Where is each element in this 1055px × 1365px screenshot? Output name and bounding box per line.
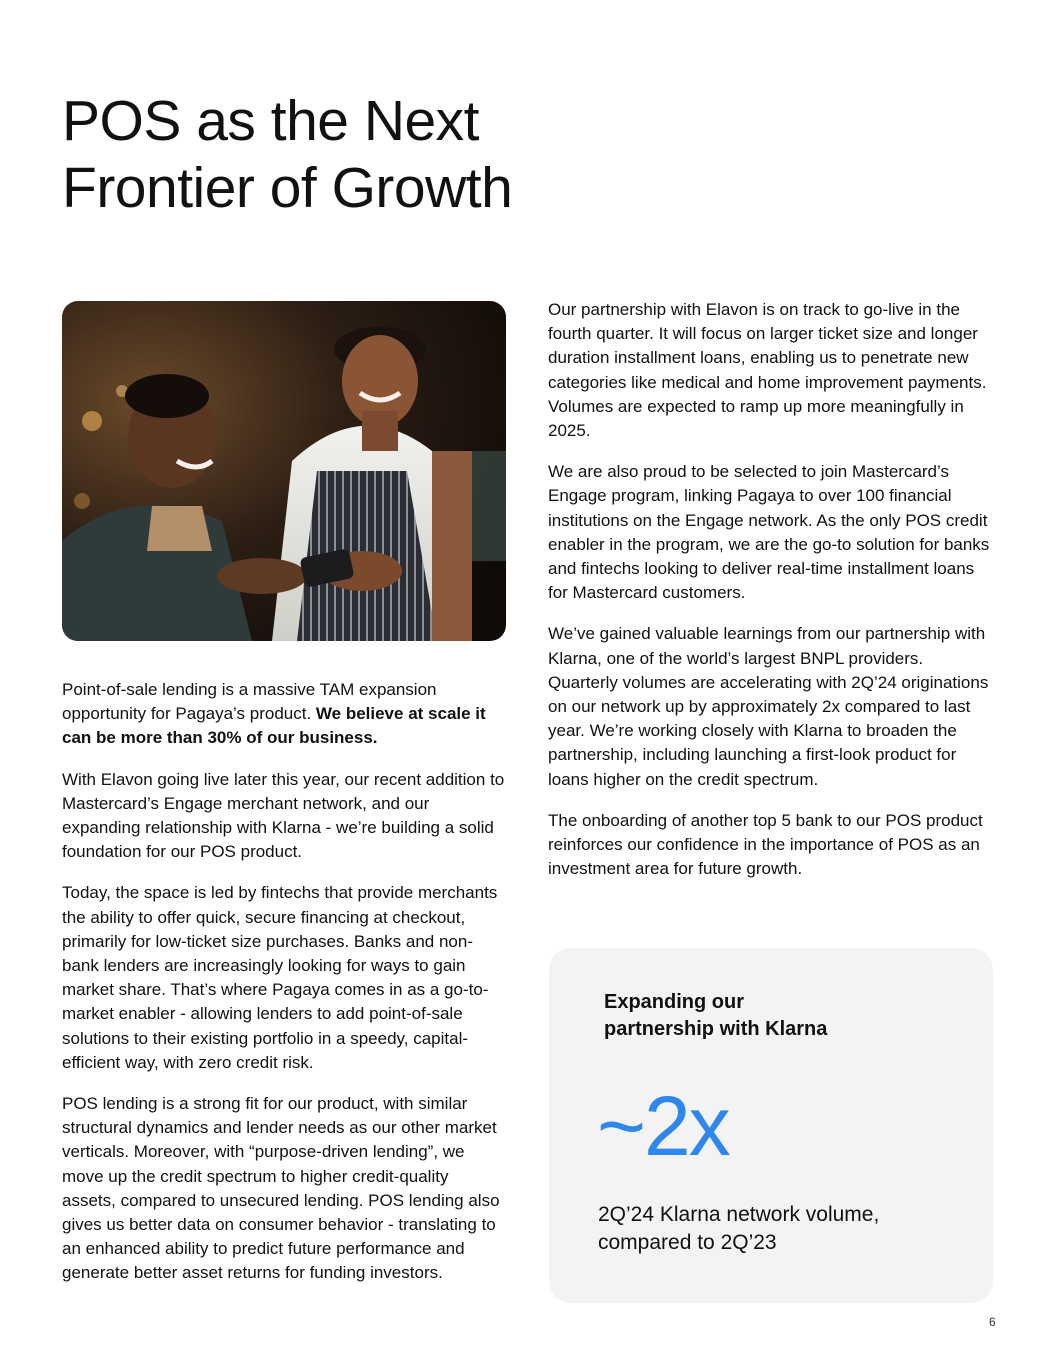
- page-number: 6: [989, 1315, 996, 1329]
- paragraph-market-space: Today, the space is led by fintechs that provide merchants the ability to offer quick, secure financing at checkout, primarily for low-ticket size purchases. Banks and non-bank lenders are increasingly looking for ways to gain market share. That’s where Pagaya comes in as a go-to-market enabler - allowing lenders to add point-of-sale solutions to their existing portfolio in a speedy, capital-efficient way, with zero credit risk.: [62, 883, 498, 1072]
- page-title: [62, 88, 512, 222]
- callout-heading-line-1: Expanding our: [604, 991, 744, 1013]
- paragraph-product-fit: POS lending is a strong fit for our product, with similar structural dynamics and lender needs as our other market verticals. Moreover, with “purpose-driven lending”, we move up the credit spectrum to higher credit-quality assets, compared to unsecured lending. POS lending also gives us better data on consumer behavior - translating to an enhanced ability to predict future performance and generate better asset returns for funding investors.: [62, 1094, 500, 1283]
- page-title-line-2: Frontier of Growth: [62, 156, 513, 220]
- paragraph-mastercard: We are also proud to be selected to join Mastercard’s Engage program, linking Pagaya to over 100 financial institutions on the Engage network. As the only POS credit enabler in the program, we are the go-to solution for banks and fintechs looking to deliver real-time installment loans for Mastercard customers.: [548, 462, 990, 603]
- paragraph-elavon: Our partnership with Elavon is on track to go-live in the fourth quarter. It will focus on larger ticket size and longer duration installment loans, enabling us to penetrate new categories like medical and home improvement payments. Volumes are expected to ramp up more meaningfully in 2025.: [548, 300, 987, 441]
- callout-caption-line-1: 2Q’24 Klarna network volume,: [598, 1203, 880, 1226]
- paragraph-tam-text: Point-of-sale lending is a massive TAM expansion opportunity for Pagaya’s product.: [62, 680, 437, 724]
- paragraph-tam-expansion: [62, 678, 507, 751]
- callout-stat: ~2x: [597, 1079, 729, 1173]
- paragraph-klarna: We’ve gained valuable learnings from our partnership with Klarna, one of the world’s largest BNPL providers. Quarterly volumes are accelerating with 2Q’24 originations on our network up by approximately 2x compared to last year. We’re working closely with Klarna to broaden the partnership, including launching a first-look product for loans higher on the credit spectrum.: [548, 624, 989, 789]
- page-title-line-1: POS as the Next: [62, 89, 480, 153]
- klarna-callout-card: [549, 948, 993, 1303]
- callout-caption: [598, 1201, 938, 1257]
- right-column: [548, 298, 996, 898]
- paragraph-tam-emphasis: We believe at scale it can be more than 30% of our business.: [62, 704, 486, 748]
- callout-heading-line-2: partnership with Klarna: [604, 1018, 828, 1040]
- callout-heading: [604, 989, 904, 1043]
- paragraph-foundation: With Elavon going live later this year, our recent addition to Mastercard’s Engage merchant network, and our expanding relationship with Klarna - we’re building a solid foundation for our POS product.: [62, 769, 505, 862]
- merchant-payment-photo: [62, 301, 506, 641]
- photo-merchant-payment-icon: [62, 301, 506, 641]
- paragraph-top5-bank: The onboarding of another top 5 bank to our POS product reinforces our confidence in the importance of POS as an investment area for future growth.: [548, 810, 983, 879]
- left-column: [62, 678, 507, 1303]
- callout-caption-line-2: compared to 2Q’23: [598, 1231, 777, 1254]
